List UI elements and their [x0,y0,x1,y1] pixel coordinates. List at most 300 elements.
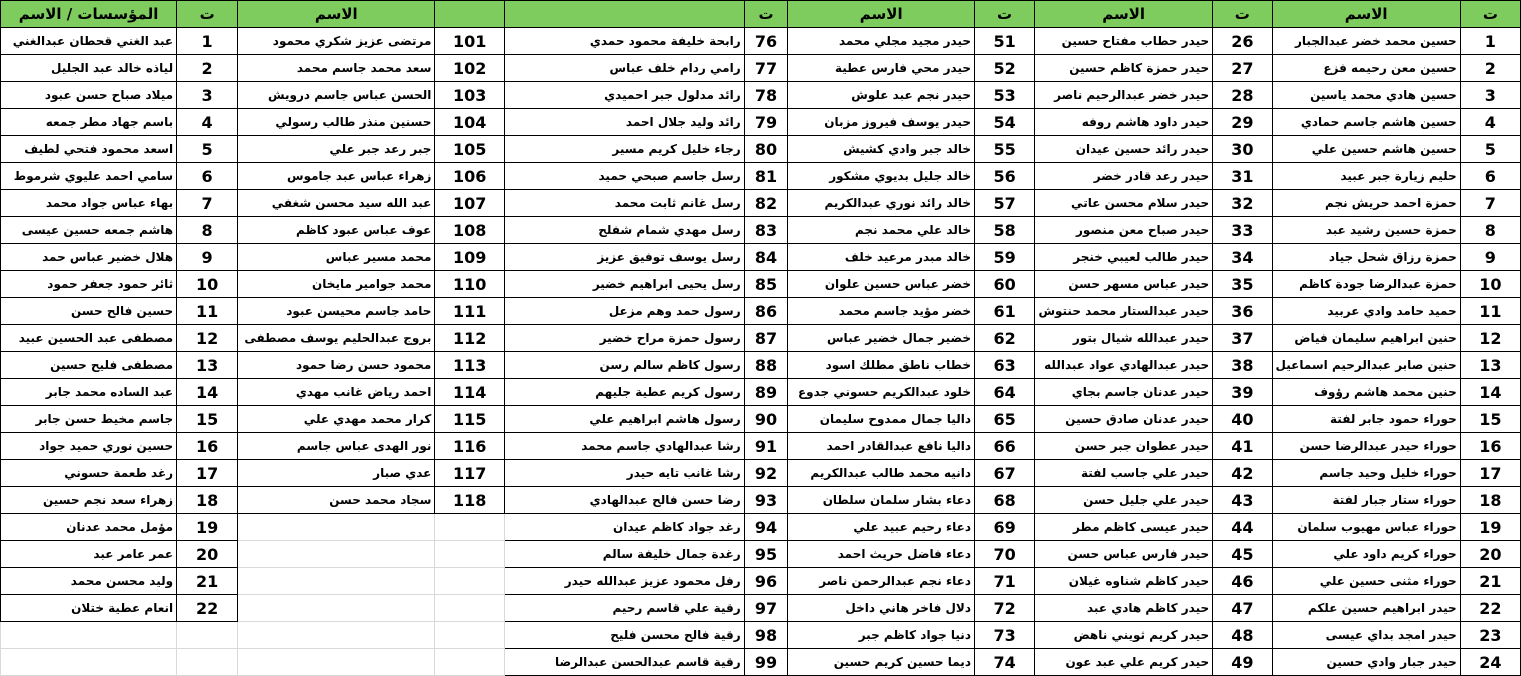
header-blank [504,1,744,28]
g4-number-cell: 96 [744,568,788,595]
g6-name-cell: سامي احمد عليوي شرموط [1,163,177,190]
g4-name-cell: رسول حمد وهم مزعل [504,298,744,325]
g4-name-cell: رسل جاسم صبحي حميد [504,163,744,190]
g3-number-cell: 70 [974,541,1034,568]
table-row [1,352,1521,379]
g3-name-cell: خطاب ناطق مطلك اسود [788,352,975,379]
g2-name-cell: حيدر علي جاسب لفتة [1035,460,1213,487]
g6-number-cell: 19 [177,514,238,541]
g1-number-cell: 2 [1460,55,1520,82]
g6-number-cell: 13 [177,352,238,379]
g6-number-cell: 21 [177,568,238,595]
g4-number-cell: 83 [744,217,788,244]
g3-name-cell: دعاء نجم عبدالرحمن ناصر [788,568,975,595]
g3-number-cell: 52 [974,55,1034,82]
g5-number-cell: 107 [435,190,505,217]
g4-number-cell: 94 [744,514,788,541]
g1-number-cell: 22 [1460,595,1520,622]
g5-number-cell: 101 [435,28,505,55]
header-num: ت [974,1,1034,28]
g5-number-cell: 111 [435,298,505,325]
g2-number-cell: 48 [1213,622,1272,649]
g2-number-cell: 28 [1213,82,1272,109]
g5-name-cell: محمد جوامير مايخان [238,271,435,298]
g4-number-cell: 95 [744,541,788,568]
g4-number-cell: 78 [744,82,788,109]
g1-number-cell: 9 [1460,244,1520,271]
g4-number-cell: 86 [744,298,788,325]
g1-number-cell: 14 [1460,379,1520,406]
g4-name-cell: رفل محمود عزيز عبدالله حيدر [504,568,744,595]
g3-name-cell: خالد علي محمد نجم [788,217,975,244]
header-blank [435,1,505,28]
g4-number-cell: 76 [744,28,788,55]
g6-number-cell: 18 [177,487,238,514]
g3-name-cell: حيدر مجيد مجلي محمد [788,28,975,55]
g4-name-cell: رسول حمزة مراح خضير [504,325,744,352]
g2-name-cell: حيدر عباس مسهر حسن [1035,271,1213,298]
g6-number-cell: 3 [177,82,238,109]
g4-number-cell: 80 [744,136,788,163]
g1-number-cell: 13 [1460,352,1520,379]
g6-name-cell: اسعد محمود فتحي لطيف [1,136,177,163]
g5-name-cell: حامد جاسم محيسن عبود [238,298,435,325]
g5-name-cell: نور الهدى عباس جاسم [238,433,435,460]
g4-number-cell: 93 [744,487,788,514]
table-row [1,460,1521,487]
g1-name-cell: حوراء كريم داود علي [1272,541,1460,568]
g2-name-cell: حيدر عدنان صادق حسين [1035,406,1213,433]
g4-number-cell: 98 [744,622,788,649]
g1-number-cell: 7 [1460,190,1520,217]
g5-name-cell: جبر رعد جبر علي [238,136,435,163]
table-row [1,622,1521,649]
g5-number-cell: 117 [435,460,505,487]
g3-number-cell: 68 [974,487,1034,514]
g2-number-cell: 32 [1213,190,1272,217]
g1-name-cell: حسين هاشم حسين علي [1272,136,1460,163]
header-num: ت [744,1,788,28]
g5-name-cell: عوف عباس عبود كاظم [238,217,435,244]
g3-name-cell: خالد جبر وادي كشيش [788,136,975,163]
g6-number-cell: 16 [177,433,238,460]
g2-number-cell: 43 [1213,487,1272,514]
g2-number-cell: 33 [1213,217,1272,244]
g3-name-cell: خضر عباس حسين علوان [788,271,975,298]
g5-number-cell: 108 [435,217,505,244]
g6-name-cell: وليد محسن محمد [1,568,177,595]
g4-name-cell: رسول كاظم سالم رسن [504,352,744,379]
g6-name-cell: زهراء سعد نجم حسين [1,487,177,514]
g2-number-cell: 49 [1213,649,1272,676]
g3-number-cell: 62 [974,325,1034,352]
g3-name-cell: حيدر محي فارس عطية [788,55,975,82]
g2-number-cell: 47 [1213,595,1272,622]
g3-name-cell: خالد رائد نوري عبدالكريم [788,190,975,217]
g6-number-cell: 8 [177,217,238,244]
g2-number-cell: 37 [1213,325,1272,352]
g5-name-cell: محمد مسير عباس [238,244,435,271]
g6-name-cell: لياذه خالد عبد الجليل [1,55,177,82]
table-row [1,568,1521,595]
g4-name-cell: رائد مدلول جبر احميدي [504,82,744,109]
g3-name-cell: دانيه محمد طالب عبدالكريم [788,460,975,487]
g3-number-cell: 53 [974,82,1034,109]
g5-number-cell: 112 [435,325,505,352]
g5-empty-cell [435,568,505,595]
g5-number-cell: 116 [435,433,505,460]
g2-name-cell: حيدر صباح معن منصور [1035,217,1213,244]
g1-number-cell: 21 [1460,568,1520,595]
g3-name-cell: داليا نافع عبدالقادر احمد [788,433,975,460]
g4-name-cell: رقية فالح محسن فليح [504,622,744,649]
g1-name-cell: حيدر جبار وادي حسين [1272,649,1460,676]
g5-empty-cell [435,514,505,541]
g2-name-cell: حيدر كاظم هادي عبد [1035,595,1213,622]
table-row [1,109,1521,136]
g3-number-cell: 64 [974,379,1034,406]
g5-name-cell: كرار محمد مهدي علي [238,406,435,433]
g1-name-cell: حسين محمد خضر عبدالجبار [1272,28,1460,55]
header-num: ت [1213,1,1272,28]
g4-number-cell: 77 [744,55,788,82]
g1-name-cell: حوراء حمود جابر لفتة [1272,406,1460,433]
g4-number-cell: 88 [744,352,788,379]
g5-number-cell: 105 [435,136,505,163]
g6-name-cell: عبد الغني قحطان عبدالغني [1,28,177,55]
g5-number-cell: 114 [435,379,505,406]
g1-number-cell: 16 [1460,433,1520,460]
header-name: الاسم [788,1,975,28]
g6-number-cell: 4 [177,109,238,136]
g4-number-cell: 90 [744,406,788,433]
g3-name-cell: حيدر يوسف فيروز مزبان [788,109,975,136]
g5-name-cell: الحسن عباس جاسم درويش [238,82,435,109]
g5-empty-cell [435,595,505,622]
g1-name-cell: حنين ابراهيم سليمان فياض [1272,325,1460,352]
g1-number-cell: 8 [1460,217,1520,244]
g3-name-cell: خضر مؤيد جاسم محمد [788,298,975,325]
g2-name-cell: حيدر كاظم شناوه غيلان [1035,568,1213,595]
g1-number-cell: 11 [1460,298,1520,325]
g2-name-cell: حيدر رائد حسين عيدان [1035,136,1213,163]
g1-name-cell: حسين هاشم جاسم حمادي [1272,109,1460,136]
g3-number-cell: 54 [974,109,1034,136]
g2-name-cell: حيدر حمزة كاظم حسين [1035,55,1213,82]
g5-empty-cell [435,541,505,568]
table-row [1,487,1521,514]
g2-number-cell: 39 [1213,379,1272,406]
g1-name-cell: حوراء خليل وحيد جاسم [1272,460,1460,487]
g4-number-cell: 79 [744,109,788,136]
g5-empty-cell [238,649,435,676]
table-row [1,217,1521,244]
g1-name-cell: حمزة احمد حريش نجم [1272,190,1460,217]
g2-number-cell: 29 [1213,109,1272,136]
table-row [1,244,1521,271]
g1-number-cell: 24 [1460,649,1520,676]
table-row [1,190,1521,217]
g1-number-cell: 10 [1460,271,1520,298]
g1-name-cell: حوراء ستار جبار لفتة [1272,487,1460,514]
g2-number-cell: 26 [1213,28,1272,55]
header-name: الاسم [1272,1,1460,28]
g4-name-cell: رسل يحيى ابراهيم خضير [504,271,744,298]
g6-number-cell: 6 [177,163,238,190]
g4-number-cell: 92 [744,460,788,487]
g6-empty-cell [177,622,238,649]
g6-name-cell: بهاء عباس جواد محمد [1,190,177,217]
g3-number-cell: 61 [974,298,1034,325]
g2-name-cell: حيدر عيسى كاظم مطر [1035,514,1213,541]
g1-number-cell: 19 [1460,514,1520,541]
g2-number-cell: 38 [1213,352,1272,379]
g5-name-cell: سجاد محمد حسن [238,487,435,514]
g6-number-cell: 11 [177,298,238,325]
table-row [1,406,1521,433]
table-row [1,595,1521,622]
g6-number-cell: 1 [177,28,238,55]
g2-number-cell: 42 [1213,460,1272,487]
g4-name-cell: رشا غانب تايه حيدر [504,460,744,487]
g4-name-cell: رابحة خليفة محمود حمدي [504,28,744,55]
g6-number-cell: 10 [177,271,238,298]
g4-number-cell: 89 [744,379,788,406]
g4-name-cell: رغد جواد كاظم عيدان [504,514,744,541]
header-num: ت [177,1,238,28]
g5-empty-cell [238,541,435,568]
header-name: الاسم [238,1,435,28]
g1-number-cell: 17 [1460,460,1520,487]
g1-name-cell: حليم زيارة جبر عبيد [1272,163,1460,190]
g2-name-cell: حيدر داود هاشم روفه [1035,109,1213,136]
g3-number-cell: 60 [974,271,1034,298]
table-row [1,325,1521,352]
g1-name-cell: حوراء عباس مهيوب سلمان [1272,514,1460,541]
g4-number-cell: 81 [744,163,788,190]
g5-number-cell: 103 [435,82,505,109]
g6-name-cell: هاشم جمعه حسين عيسى [1,217,177,244]
header-institutions: المؤسسات / الاسم [1,1,177,28]
g2-name-cell: حيدر عدنان جاسم بجاي [1035,379,1213,406]
g1-number-cell: 1 [1460,28,1520,55]
g4-name-cell: رشا عبدالهادي جاسم محمد [504,433,744,460]
g4-name-cell: رضا حسن فالح عبدالهادي [504,487,744,514]
g4-number-cell: 91 [744,433,788,460]
g3-name-cell: خضير جمال خضير عباس [788,325,975,352]
g4-number-cell: 84 [744,244,788,271]
g4-name-cell: رسول هاشم ابراهيم علي [504,406,744,433]
table-row [1,28,1521,55]
g2-name-cell: حيدر عطوان جبر حسن [1035,433,1213,460]
g6-name-cell: عبد الساده محمد جابر [1,379,177,406]
table-row [1,379,1521,406]
g4-name-cell: رسل يوسف توفيق عزيز [504,244,744,271]
g3-number-cell: 73 [974,622,1034,649]
g6-name-cell: جاسم مخيط حسن جابر [1,406,177,433]
g2-number-cell: 44 [1213,514,1272,541]
g5-name-cell: مرتضى عزيز شكري محمود [238,28,435,55]
g1-name-cell: حمزة حسين رشيد عبد [1272,217,1460,244]
g6-name-cell: عمر عامر عبد [1,541,177,568]
g6-number-cell: 14 [177,379,238,406]
g5-number-cell: 106 [435,163,505,190]
g3-number-cell: 65 [974,406,1034,433]
g2-name-cell: حيدر طالب لعيبي خنجر [1035,244,1213,271]
g1-number-cell: 3 [1460,82,1520,109]
g3-name-cell: خالد جليل بديوي مشكور [788,163,975,190]
g2-number-cell: 35 [1213,271,1272,298]
g2-name-cell: حيدر حطاب مفتاح حسين [1035,28,1213,55]
g5-number-cell: 118 [435,487,505,514]
g6-number-cell: 5 [177,136,238,163]
g3-number-cell: 74 [974,649,1034,676]
g6-number-cell: 9 [177,244,238,271]
g5-name-cell: زهراء عباس عبد جاموس [238,163,435,190]
g4-number-cell: 99 [744,649,788,676]
table-row [1,298,1521,325]
g2-name-cell: حيدر عبدالله شيال بتور [1035,325,1213,352]
g4-name-cell: رقية علي قاسم رحيم [504,595,744,622]
g4-name-cell: رغدة جمال خليفة سالم [504,541,744,568]
g1-number-cell: 12 [1460,325,1520,352]
g4-number-cell: 87 [744,325,788,352]
g3-name-cell: دعاء بشار سلمان سلطان [788,487,975,514]
g6-name-cell: ثائر حمود جعفر حمود [1,271,177,298]
g1-number-cell: 18 [1460,487,1520,514]
g3-number-cell: 51 [974,28,1034,55]
header-name: الاسم [1035,1,1213,28]
g2-name-cell: حيدر كريم ثويني ناهض [1035,622,1213,649]
g3-name-cell: دعاء فاضل حريث احمد [788,541,975,568]
g1-number-cell: 15 [1460,406,1520,433]
g6-name-cell: هلال خضير عباس حمد [1,244,177,271]
g2-name-cell: حيدر عبدالستار محمد حنتوش [1035,298,1213,325]
g6-name-cell: حسين نوري حميد جواد [1,433,177,460]
g2-name-cell: حيدر سلام محسن عاتي [1035,190,1213,217]
g1-number-cell: 6 [1460,163,1520,190]
g5-empty-cell [238,568,435,595]
g3-number-cell: 57 [974,190,1034,217]
g6-number-cell: 12 [177,325,238,352]
g3-name-cell: دعاء رحيم عبيد علي [788,514,975,541]
g1-name-cell: حيدر امجد بداي عيسى [1272,622,1460,649]
g1-name-cell: حنين صابر عبدالرحيم اسماعيل [1272,352,1460,379]
g4-number-cell: 97 [744,595,788,622]
g3-number-cell: 56 [974,163,1034,190]
g3-name-cell: داليا جمال ممدوح سليمان [788,406,975,433]
g2-number-cell: 30 [1213,136,1272,163]
table-row [1,649,1521,676]
g2-name-cell: حيدر فارس عباس حسن [1035,541,1213,568]
g4-number-cell: 82 [744,190,788,217]
g5-number-cell: 104 [435,109,505,136]
g1-name-cell: حيدر ابراهيم حسين علكم [1272,595,1460,622]
g6-empty-cell [177,649,238,676]
g3-number-cell: 71 [974,568,1034,595]
header-num: ت [1460,1,1520,28]
table-row [1,271,1521,298]
g2-number-cell: 40 [1213,406,1272,433]
g1-name-cell: حمزة عبدالرضا جودة كاظم [1272,271,1460,298]
g5-empty-cell [238,622,435,649]
g1-name-cell: حمزة رزاق شحل جياد [1272,244,1460,271]
g6-number-cell: 15 [177,406,238,433]
g4-name-cell: رسل مهدي شمام شفلح [504,217,744,244]
g5-name-cell: حسنين منذر طالب رسولي [238,109,435,136]
g3-name-cell: خلود عبدالكريم حسوني جدوع [788,379,975,406]
g6-name-cell: رغد طعمة حسوني [1,460,177,487]
g3-name-cell: ديما حسين كريم حسين [788,649,975,676]
g6-number-cell: 17 [177,460,238,487]
g4-name-cell: رقية قاسم عبدالحسن عبدالرضا [504,649,744,676]
g5-number-cell: 109 [435,244,505,271]
g5-name-cell: احمد رياض غانب مهدي [238,379,435,406]
g6-name-cell: مؤمل محمد عدنان [1,514,177,541]
g3-number-cell: 67 [974,460,1034,487]
g6-number-cell: 22 [177,595,238,622]
g6-name-cell: مصطفى عبد الحسين عبيد [1,325,177,352]
g5-name-cell: سعد محمد جاسم محمد [238,55,435,82]
g5-name-cell: عدي صبار [238,460,435,487]
g5-number-cell: 115 [435,406,505,433]
g1-name-cell: حميد حامد وادي عربيد [1272,298,1460,325]
g6-name-cell: باسم جهاد مطر جمعه [1,109,177,136]
g6-number-cell: 7 [177,190,238,217]
g5-empty-cell [238,514,435,541]
table-row [1,82,1521,109]
g3-number-cell: 66 [974,433,1034,460]
g5-name-cell: بروج عبدالحليم يوسف مصطفى [238,325,435,352]
table-row [1,136,1521,163]
g2-number-cell: 46 [1213,568,1272,595]
g3-number-cell: 63 [974,352,1034,379]
g6-name-cell: مصطفى فليح حسين [1,352,177,379]
g5-empty-cell [435,649,505,676]
table-row [1,541,1521,568]
g5-number-cell: 113 [435,352,505,379]
g2-number-cell: 41 [1213,433,1272,460]
g4-name-cell: رجاء خليل كريم مسير [504,136,744,163]
g2-name-cell: حيدر عبدالهادي عواد عبدالله [1035,352,1213,379]
g1-name-cell: حسين هادي محمد ياسين [1272,82,1460,109]
g2-name-cell: حيدر رعد قادر خضر [1035,163,1213,190]
g6-number-cell: 20 [177,541,238,568]
g3-number-cell: 72 [974,595,1034,622]
g5-empty-cell [238,595,435,622]
g1-name-cell: حوراء مثنى حسين علي [1272,568,1460,595]
g1-name-cell: حنين محمد هاشم رؤوف [1272,379,1460,406]
g5-name-cell: محمود حسن رضا حمود [238,352,435,379]
g3-name-cell: دنيا جواد كاظم جبر [788,622,975,649]
g6-number-cell: 2 [177,55,238,82]
g5-number-cell: 110 [435,271,505,298]
table-row [1,514,1521,541]
g2-number-cell: 34 [1213,244,1272,271]
g2-number-cell: 27 [1213,55,1272,82]
g5-number-cell: 102 [435,55,505,82]
g3-number-cell: 55 [974,136,1034,163]
g3-number-cell: 59 [974,244,1034,271]
g3-name-cell: دلال فاخر هاني داخل [788,595,975,622]
g1-number-cell: 5 [1460,136,1520,163]
header-row [1,1,1521,28]
g2-number-cell: 36 [1213,298,1272,325]
g4-name-cell: رسل غانم ثابت محمد [504,190,744,217]
g3-number-cell: 69 [974,514,1034,541]
g4-name-cell: رامي ردام خلف عباس [504,55,744,82]
g2-number-cell: 45 [1213,541,1272,568]
